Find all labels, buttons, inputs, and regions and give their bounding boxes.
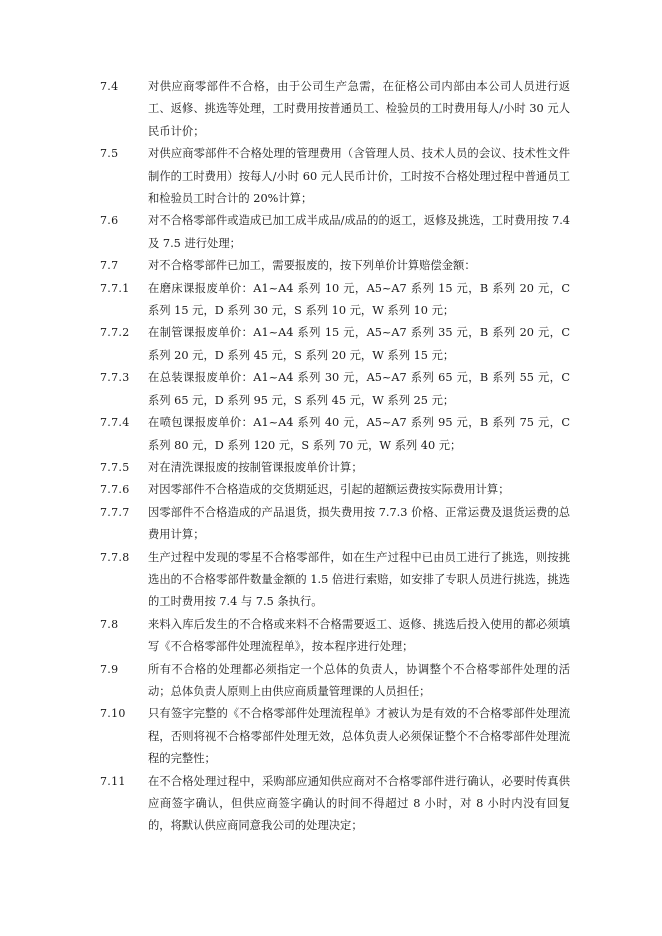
- clause-text: 只有签字完整的《不合格零部件处理流程单》才被认为是有效的不合格零部件处理流程，否则将视不合格零部件处理无效，总体负责人必须保证整个不合格零部件处理流程的完整性；: [148, 707, 570, 766]
- clause-7-11: [100, 771, 570, 838]
- clause-7-7-7: [100, 502, 570, 547]
- clause-list: [100, 76, 570, 838]
- clause-text: 生产过程中发现的零星不合格零部件，如在生产过程中已由员工进行了挑选，则按挑选出的不合格零部件数量金额的 1.5 倍进行索赔，如安排了专职人员进行挑选，挑选的工时费用按 7.4 与 7.5 条执行。: [148, 550, 570, 609]
- clause-number: 7.7.2: [100, 326, 130, 340]
- clause-text: 对不合格零部件或造成已加工成半成品/成品的的返工，返修及挑选，工时费用按 7.4 及 7.5 进行处理；: [148, 214, 570, 250]
- clause-number: 7.5: [100, 147, 119, 161]
- clause-text: 所有不合格的处理都必须指定一个总体的负责人，协调整个不合格零部件处理的活动；总体负责人原则上由供应商质量管理课的人员担任；: [148, 662, 570, 698]
- clause-text: 来料入库后发生的不合格或来料不合格需要返工、返修、挑选后投入使用的都必须填写《不合格零部件处理流程单》，按本程序进行处理；: [148, 617, 570, 654]
- clause-text: 在不合格处理过程中，采购部应通知供应商对不合格零部件进行确认，必要时传真供应商签字确认，但供应商签字确认的时间不得超过 8 小时，对 8 小时内没有回复的，将默认供应商同意我公司的处理决定；: [148, 774, 570, 833]
- clause-text: 对因零部件不合格造成的交货期延迟，引起的超额运费按实际费用计算；: [148, 483, 510, 497]
- clause-text: 对供应商零部件不合格，由于公司生产急需，在征格公司内部由本公司人员进行返工、返修、挑选等处理，工时费用按普通员工、检验员的工时费用每人/小时 30 元人民币计价；: [148, 80, 570, 138]
- clause-7-7-3: [100, 367, 570, 412]
- clause-7-5: [100, 143, 570, 210]
- clause-7-7-2: [100, 322, 570, 367]
- clause-number: 7.11: [100, 774, 126, 788]
- clause-7-7-5: [100, 457, 570, 479]
- clause-7-6: [100, 210, 570, 255]
- clause-text: 在总装课报废单价：A1~A4 系列 30 元，A5~A7 系列 65 元，B 系列 55 元，C 系列 65 元，D 系列 95 元，S 系列 45 元，W 系列 25 元；: [148, 371, 570, 407]
- clause-number: 7.7.8: [100, 550, 130, 564]
- clause-7-8: [100, 614, 570, 659]
- clause-text: 在喷包课报废单价：A1~A4 系列 40 元，A5~A7 系列 95 元，B 系列 75 元，C 系列 80 元，D 系列 120 元，S 系列 70 元，W 系列 40 元；: [148, 416, 570, 452]
- clause-number: 7.6: [100, 214, 119, 228]
- clause-7-7-8: [100, 547, 570, 614]
- clause-text: 对不合格零部件已加工，需要报废的，按下列单价计算赔偿金额：: [148, 259, 476, 273]
- clause-number: 7.7.6: [100, 483, 130, 497]
- clause-number: 7.9: [100, 662, 119, 676]
- clause-7-7-1: [100, 278, 570, 323]
- clause-7-7-6: [100, 479, 570, 501]
- clause-number: 7.7.7: [100, 505, 130, 519]
- clause-7-4: [100, 76, 570, 143]
- clause-text: 对在清洗课报废的按制管课报废单价计算；: [148, 460, 363, 474]
- clause-number: 7.7.3: [100, 371, 130, 385]
- clause-7-10: [100, 703, 570, 770]
- clause-number: 7.10: [100, 707, 126, 721]
- clause-text: 在制管课报废单价：A1~A4 系列 15 元，A5~A7 系列 35 元，B 系列 20 元，C 系列 20 元，D 系列 45 元，S 系列 20 元，W 系列 15 元；: [148, 326, 570, 362]
- clause-number: 7.7.1: [100, 281, 130, 295]
- clause-7-9: [100, 659, 570, 704]
- clause-7-7-4: [100, 412, 570, 457]
- clause-text: 对供应商零部件不合格处理的管理费用（含管理人员、技术人员的会议、技术性文件制作的工时费用）按每人/小时 60 元人民币计价，工时按不合格处理过程中普通员工和检验员工时合计的 20%计算；: [148, 147, 570, 206]
- clause-text: 在磨床课报废单价：A1~A4 系列 10 元，A5~A7 系列 15 元，B 系列 20 元，C 系列 15 元，D 系列 30 元，S 系列 10 元，W 系列 10 元；: [148, 281, 570, 318]
- clause-number: 7.7: [100, 259, 119, 273]
- clause-number: 7.7.5: [100, 460, 130, 474]
- clause-7-7: [100, 255, 570, 277]
- clause-number: 7.8: [100, 617, 119, 631]
- clause-text: 因零部件不合格造成的产品退货，损失费用按 7.7.3 价格、正常运费及退货运费的总费用计算；: [148, 505, 570, 542]
- clause-number: 7.7.4: [100, 416, 130, 430]
- clause-number: 7.4: [100, 80, 119, 93]
